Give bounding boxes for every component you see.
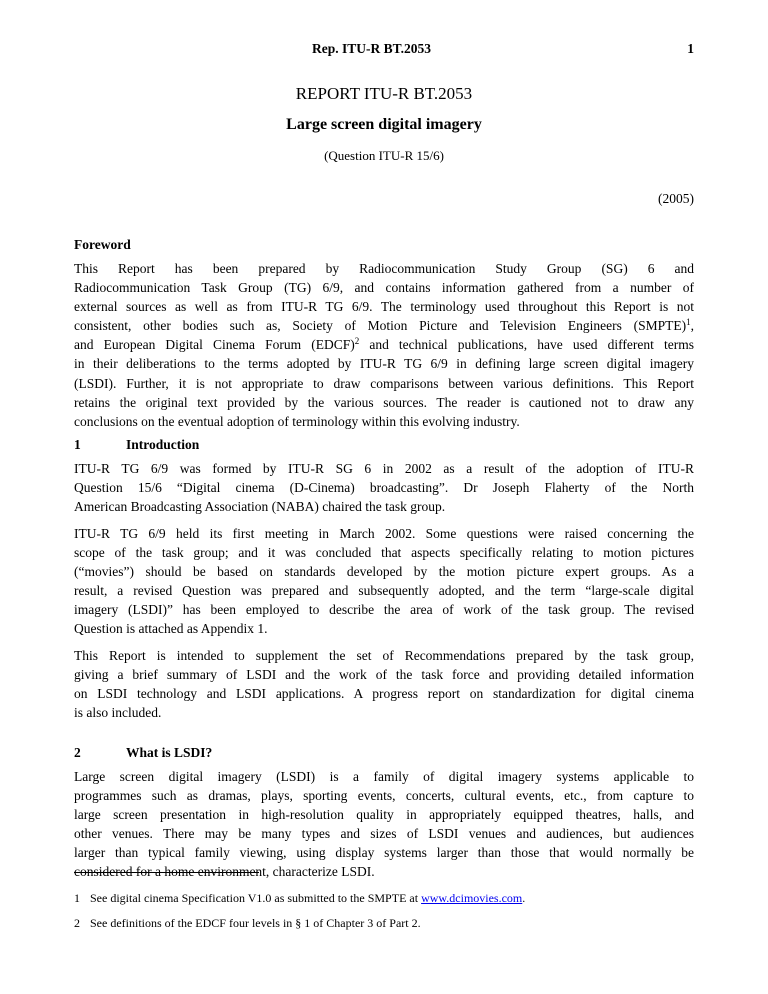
foreword-line-text: and European Digital Cinema Forum (EDCF) bbox=[74, 337, 355, 353]
paragraph-line: Question 15/6 “Digital cinema (D-Cinema) broadcasting”. Dr Joseph Flaherty of the North bbox=[74, 480, 694, 496]
paragraph-line: other venues. There may be many types and sizes of LSDI venues and audiences, but audiences bbox=[74, 826, 694, 842]
paragraph-line: larger than typical family viewing, using display systems larger than those that would normally be bbox=[74, 845, 694, 861]
foreword-paragraph bbox=[74, 259, 694, 431]
foreword-line: in their deliberations to the terms adopted by ITU-R TG 6/9 in defining large screen digital imagery bbox=[74, 356, 694, 372]
footnote-text: See digital cinema Specification V1.0 as submitted to the SMPTE at bbox=[90, 891, 422, 905]
section-2-paragraph-1 bbox=[74, 767, 694, 882]
section-2-number: 2 bbox=[74, 745, 81, 760]
paragraph-line: (“movies”) should be based on standards developed by the motion picture expert groups. As a bbox=[74, 564, 694, 580]
paragraph-line: is also included. bbox=[74, 705, 162, 721]
paragraph-line: Question is attached as Appendix 1. bbox=[74, 621, 268, 637]
paragraph-line: Large screen digital imagery (LSDI) is a family of digital imagery systems applicable to bbox=[74, 769, 694, 784]
page-number: 1 bbox=[687, 41, 694, 56]
footnote-ref-1[interactable]: 1 bbox=[686, 317, 691, 328]
paragraph-line: considered for a home environment, characterize LSDI. bbox=[74, 864, 375, 880]
section-1-paragraph-3 bbox=[74, 646, 694, 722]
footnote-text-end: . bbox=[522, 891, 526, 905]
section-1-title: Introduction bbox=[126, 437, 200, 452]
foreword-line bbox=[74, 335, 694, 354]
foreword-line: external sources as well as from ITU-R TG 6/9. The terminology used throughout this Report is not bbox=[74, 299, 694, 315]
paragraph-line: imagery (LSDI)” has been employed to describe the area of work of the task group. The revised bbox=[74, 602, 694, 618]
section-1-number: 1 bbox=[74, 437, 81, 452]
report-question: (Question ITU-R 15/6) bbox=[324, 148, 444, 163]
section-2-title: What is LSDI? bbox=[126, 745, 213, 760]
report-title: Large screen digital imagery bbox=[286, 116, 482, 133]
foreword-line-text: consistent, other bodies such as, Society of Motion Picture and Television Engineers (SMPTE) bbox=[74, 318, 687, 334]
paragraph-line: ITU-R TG 6/9 was formed by ITU-R SG 6 in 2002 as a result of the adoption of ITU-R bbox=[74, 461, 694, 476]
paragraph-line: result, a revised Question was prepared and subsequently adopted, and the term “large-scale digital bbox=[74, 583, 694, 599]
section-1-paragraph-2 bbox=[74, 524, 694, 639]
section-1-paragraph-1 bbox=[74, 459, 694, 516]
foreword-line: retains the original text provided by the various sources. The reader is cautioned not to draw any bbox=[74, 394, 694, 410]
paragraph-line: on LSDI technology and LSDI applications. A progress report on standardization for digital cinema bbox=[74, 686, 694, 702]
paragraph-line: This Report is intended to supplement the set of Recommendations prepared by the task group, bbox=[74, 648, 694, 663]
paragraph-line: large screen presentation in high-resolution quality in appropriately equipped theatres, halls, and bbox=[74, 807, 694, 823]
dcimovies-link[interactable]: www.dcimovies.com bbox=[421, 891, 523, 905]
footnote-separator bbox=[74, 872, 259, 873]
report-number: REPORT ITU-R BT.2053 bbox=[295, 84, 473, 103]
footnote-number: 1 bbox=[74, 891, 80, 905]
footnote-number: 2 bbox=[74, 916, 80, 930]
paragraph-line: programmes such as dramas, plays, sporting events, concerts, cultural events, etc., from capture to bbox=[74, 788, 694, 804]
foreword-heading: Foreword bbox=[74, 237, 131, 252]
paragraph-line: giving a brief summary of LSDI and the work of the task force and providing detailed information bbox=[74, 667, 694, 683]
running-title: Rep. ITU-R BT.2053 bbox=[312, 41, 432, 56]
paragraph-line: ITU-R TG 6/9 held its first meeting in March 2002. Some questions were raised concerning the bbox=[74, 526, 694, 541]
footnote-1 bbox=[74, 891, 525, 906]
running-header bbox=[74, 41, 694, 61]
footnote-2 bbox=[74, 916, 421, 931]
foreword-line-tail: and technical publications, have used different terms bbox=[359, 337, 694, 353]
paragraph-line: scope of the task group; and it was concluded that aspects specifically relating to motion pictures bbox=[74, 545, 694, 561]
section-2-heading bbox=[74, 745, 212, 761]
footnote-text: See definitions of the EDCF four levels in § 1 of Chapter 3 of Part 2. bbox=[90, 916, 421, 930]
paragraph-line: American Broadcasting Association (NABA) chaired the task group. bbox=[74, 499, 446, 515]
foreword-line bbox=[74, 316, 694, 335]
section-1-heading bbox=[74, 437, 199, 453]
foreword-line: This Report has been prepared by Radiocommunication Study Group (SG) 6 and bbox=[74, 261, 694, 276]
footnote-ref-2[interactable]: 2 bbox=[354, 336, 360, 347]
foreword-line-tail: , bbox=[690, 318, 694, 334]
foreword-line: (LSDI). Further, it is not appropriate to draw comparisons between various definitions. This Report bbox=[74, 375, 694, 391]
foreword-line: conclusions on the eventual adoption of terminology within this evolving industry. bbox=[74, 413, 520, 429]
report-year: (2005) bbox=[658, 191, 694, 206]
foreword-line: Radiocommunication Task Group (TG) 6/9, and contains information gathered from a number of bbox=[74, 280, 694, 296]
